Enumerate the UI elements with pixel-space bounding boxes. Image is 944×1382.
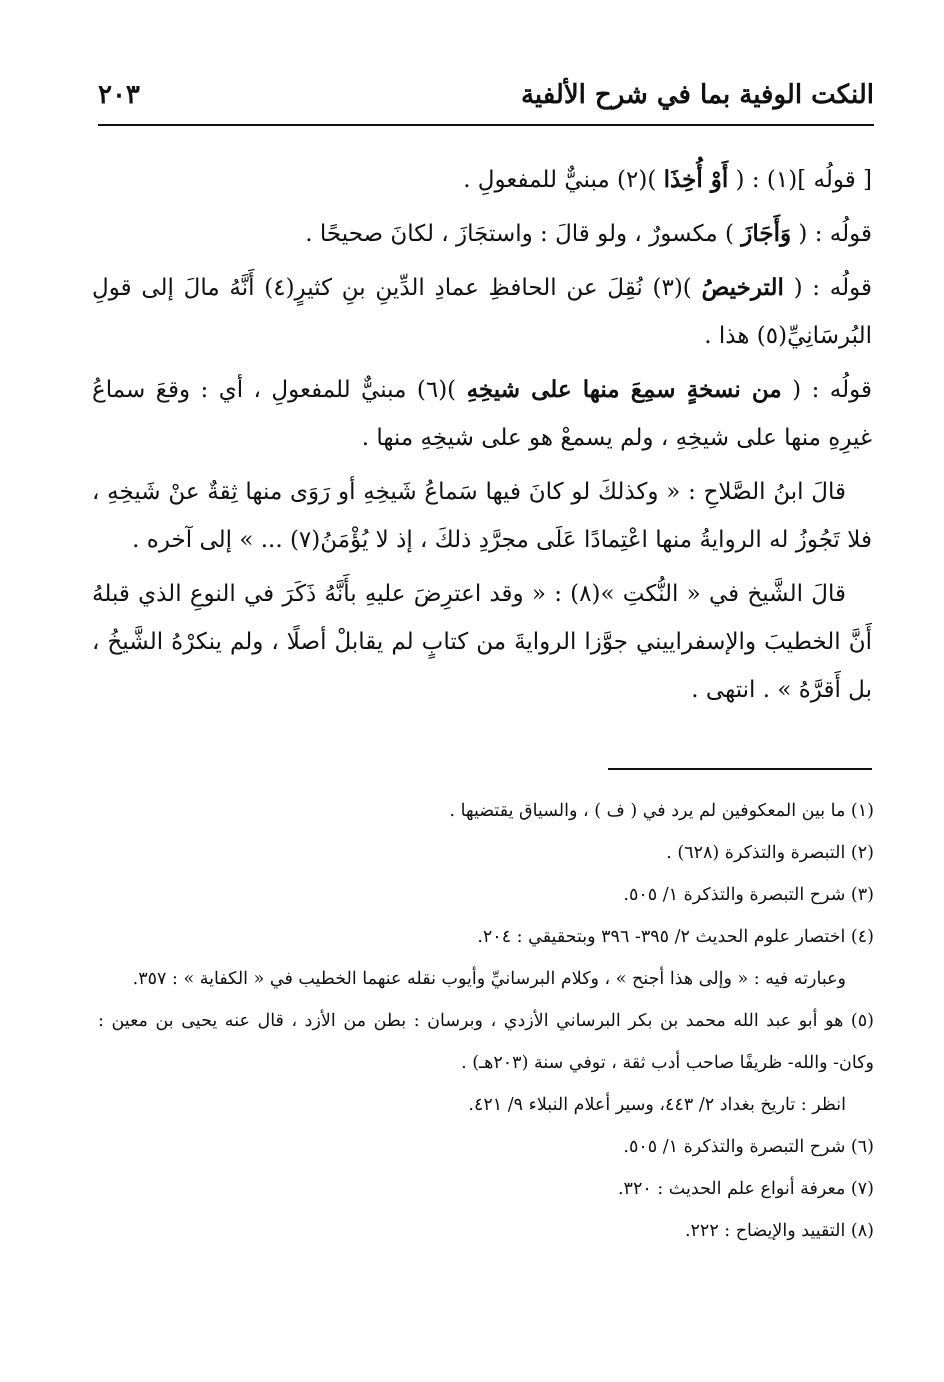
footnote-7: (٧) معرفة أنواع علم الحديث : ٣٢٠. bbox=[617, 1179, 874, 1199]
footnote-separator bbox=[608, 768, 872, 770]
footnotes bbox=[98, 790, 874, 1252]
quoted-term: أَوْ أُخِذَا bbox=[663, 166, 729, 193]
footnote-1: (١) ما بين المعكوفين لم يرد في ( ف ) ، والسياق يقتضيها . bbox=[449, 801, 874, 821]
paragraph-6: قالَ الشَّيخ في « النُّكتِ »(٨) : « وقد اعترِضَ عليهِ بأَنَّهُ ذَكَرَ في النوعِ الذي قبلهُ أَنَّ الخطيبَ والإسفراييني جوَّزا الروايةَ من كتابٍ لم يقابلْ أصلًا ، ولم ينكرْهُ الشَّيخُ ، بل أَقرَّهُ » . انتهى . bbox=[92, 581, 872, 703]
paragraph-4 bbox=[92, 366, 872, 462]
footnote-5-continuation: انظر : تاريخ بغداد ٢/ ٤٤٣، وسير أعلام النبلاء ٩/ ٤٢١. bbox=[468, 1095, 846, 1115]
text-run: [ قولُه ](١) : ( bbox=[728, 167, 872, 193]
main-text bbox=[92, 156, 872, 720]
paragraph-2 bbox=[92, 210, 872, 258]
footnote-6: (٦) شرح التبصرة والتذكرة ١/ ٥٠٥. bbox=[623, 1137, 874, 1157]
text-run: قولُه : ( bbox=[783, 275, 872, 301]
paragraph-5: قالَ ابنُ الصَّلاحِ : « وكذلكَ لو كانَ فيها سَماعُ شَيخِهِ أو رَوَى منها ثِقةٌ عنْ شَيخِهِ ، فلا تَجُوزُ له الروايةُ منها اعْتِمادًا عَلَى مجرَّدِ ذلكَ ، إذ لا يُؤْمَنُ(٧) ... » إلى آخره . bbox=[92, 479, 872, 553]
header-rule bbox=[98, 124, 874, 126]
footnote-4: (٤) اختصار علوم الحديث ٢/ ٣٩٥- ٣٩٦ وبتحقيقي : ٢٠٤. bbox=[477, 927, 874, 947]
page-number: ٢٠٣ bbox=[98, 80, 140, 110]
text-run: )(٢) مبنيٌّ للمفعولِ . bbox=[463, 167, 664, 193]
quoted-term: وَأَجَازَ bbox=[741, 220, 792, 247]
text-run: )(٦) مبنيٌّ للمفعولِ ، أي : وقعَ سماعُ غيرِهِ منها على شيخِهِ ، ولم يسمعْ هو على شيخِهِ منها . bbox=[92, 377, 872, 451]
footnote-5: (٥) هو أبو عبد الله محمد بن بكر البرساني الأزدي ، وبرسان : بطن من الأزد ، قال عنه يحيى بن معين : وكان- والله- ظريفًا صاحب أدب ثقة ، توفي سنة (٢٠٣هـ) . bbox=[98, 1011, 874, 1073]
text-run: ) مكسورٌ ، ولو قالَ : واستجَازَ ، لكانَ صحيحًا . bbox=[305, 221, 742, 247]
text-run: قولُه : ( bbox=[791, 221, 872, 247]
footnote-4-continuation: وعبارته فيه : « وإلى هذا أجنح » ، وكلام البرسانيِّ وأيوب نقله عنهما الخطيب في « الكفاية » : ٣٥٧. bbox=[132, 969, 846, 989]
text-run: )(٣) نُقِلَ عن الحافظِ عمادِ الدِّينِ بنِ كثيرٍ(٤) أَنَّهُ مالَ إلى قولِ البُرسَانِيِّ(٥) هذا . bbox=[92, 275, 872, 349]
footnote-2: (٢) التبصرة والتذكرة (٦٢٨) . bbox=[666, 843, 874, 863]
footnote-3: (٣) شرح التبصرة والتذكرة ١/ ٥٠٥. bbox=[623, 885, 874, 905]
page-header bbox=[98, 78, 874, 122]
quoted-term: من نسخةٍ سمِعَ منها على شيخِهِ bbox=[466, 376, 782, 403]
text-run: قولُه : ( bbox=[781, 377, 872, 403]
paragraph-3 bbox=[92, 264, 872, 360]
paragraph-1 bbox=[92, 156, 872, 204]
quoted-term: الترخيصُ bbox=[701, 274, 784, 301]
footnote-8: (٨) التقييد والإيضاح : ٢٢٢. bbox=[684, 1221, 874, 1241]
running-title: النكت الوفية بما في شرح الألفية bbox=[520, 80, 874, 110]
